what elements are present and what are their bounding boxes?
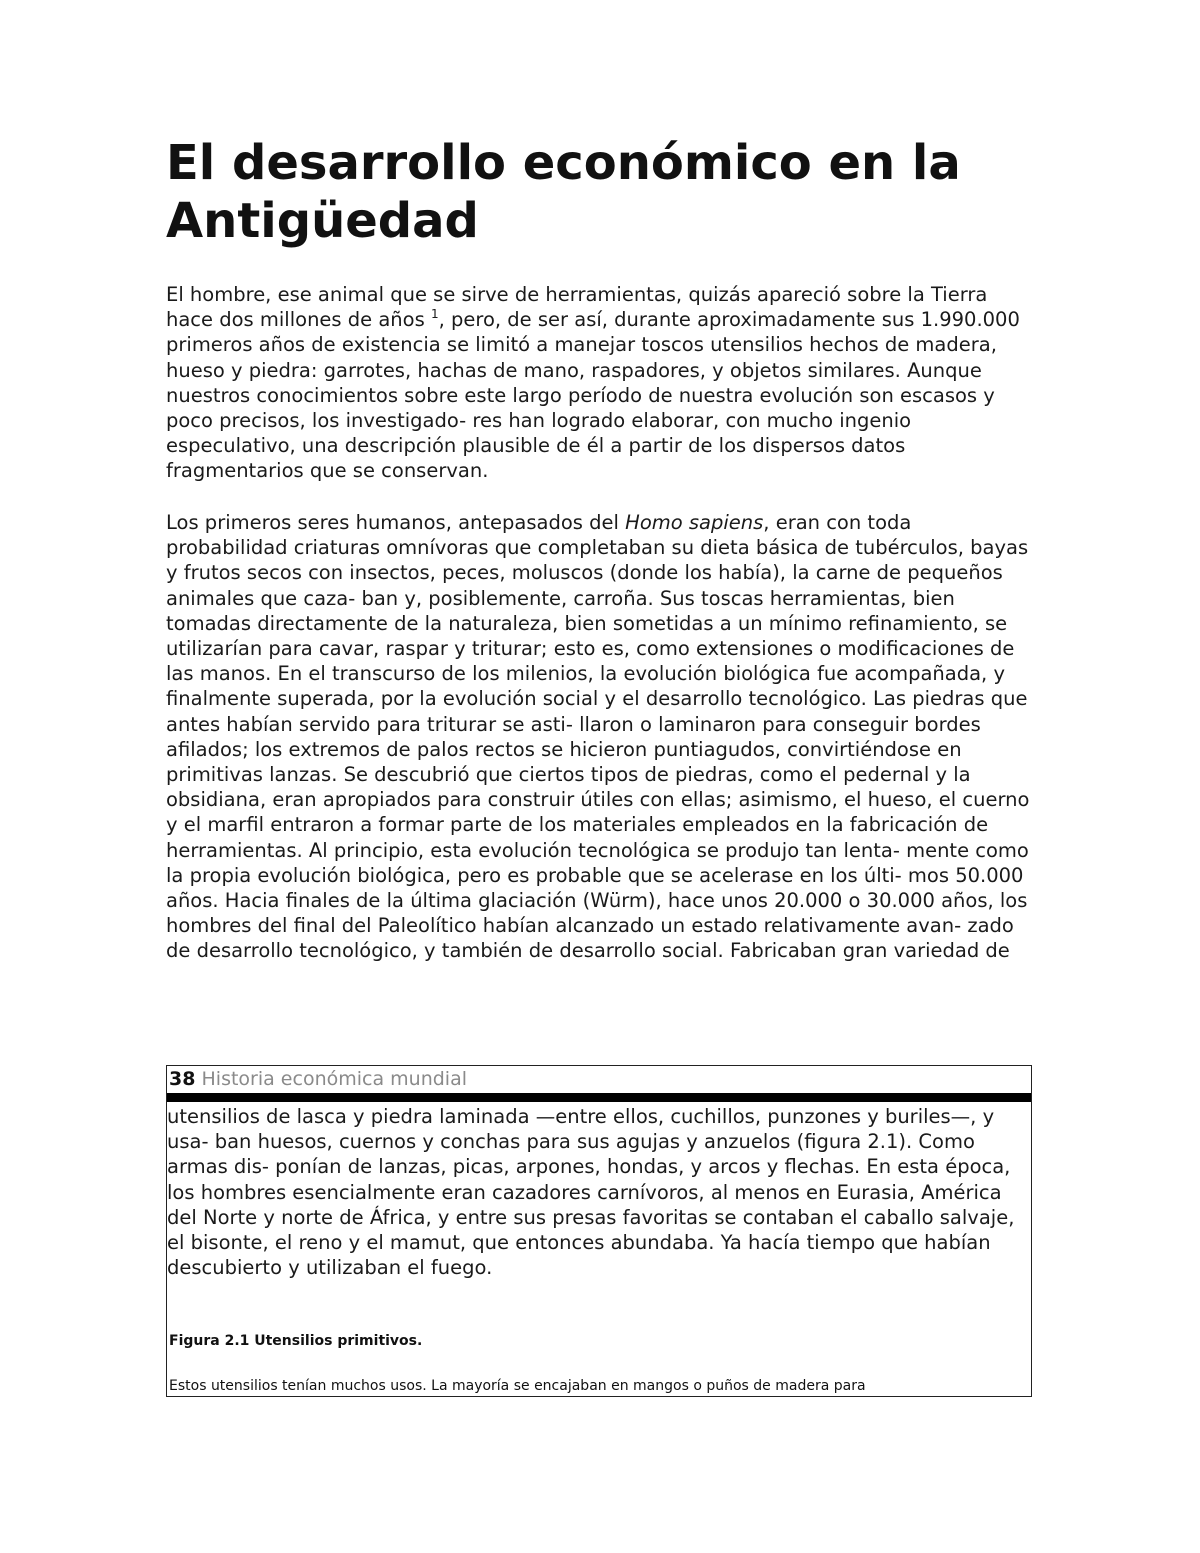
paragraph-2-text-end: , eran con toda probabilidad criaturas omnívoras que completaban su dieta básica de tubérculos, bayas y frutos secos con insectos, peces, moluscos (donde los había), la carne de pequeños animales que caza- ban y, posiblemente, carroña. Sus toscas herramientas, bien tomadas directamente de la naturaleza, bien sometidas a un mínimo refinamiento, se utilizarían para cavar, raspar y triturar; esto es, como extensiones o modificaciones de las manos. En el transcurso de los milenios, la evolución biológica fue acompañada, y finalmente superada, por la evolución social y el desarrollo tecnológico. Las piedras que antes habían servido para triturar se asti- llaron o laminaron para conseguir bordes afilados; los extremos de palos rectos se hicieron puntiagudos, convirtiéndose en primitivas lanzas. Se descubrió que ciertos tipos de piedras, como el pedernal y la obsidiana, eran apropiados para construir útiles con ellas; asimismo, el hueso, el cuerno y el marfil entraron a formar parte de los materiales empleados en la fabricación de herramientas. Al principio, esta evolución tecnológica se produjo tan lenta- mente como la propia evolución biológica, pero es probable que se acelerase en los últi- mos 50.000 años. Hacia finales de la última glaciación (Würm), hace unos 20.000 o 30.000 años, los hombres del final del Paleolítico habían alcanzado un estado relativamente avan- zado de desarrollo tecnológico, y también de desarrollo social. Fabricaban gran variedad de <box>166 511 1030 963</box>
paragraph-2-italic-term: Homo sapiens <box>625 511 764 534</box>
paragraph-1-text-start: El hombre, ese animal que se sirve de herramientas, quizás apareció sobre la Tierra hace dos millones de años <box>166 283 988 332</box>
header-rule <box>167 1093 1031 1102</box>
figure-caption: Figura 2.1 Utensilios primitivos. <box>169 1333 423 1349</box>
paragraph-1-text-end: , pero, de ser así, durante aproximadamente sus 1.990.000 primeros años de existencia se limitó a manejar toscos utensilios hechos de madera, hueso y piedra: garrotes, hachas de mano, raspadores, y objetos similares. Aunque nuestros conocimientos sobre este largo período de nuestra evolución son escasos y poco precisos, los investigado- res han logrado elaborar, con mucho ingenio especulativo, una descripción plausible de él a partir de los dispersos datos fragmentarios que se conservan. <box>166 308 1020 483</box>
figure-note: Estos utensilios tenían muchos usos. La mayoría se encajaban en mangos o puños de madera para <box>169 1378 866 1394</box>
book-title: Historia económica mundial <box>201 1068 468 1090</box>
paragraph-2 <box>166 510 1034 964</box>
page-box <box>166 1065 1032 1397</box>
footnote-reference-1[interactable]: 1 <box>430 307 439 322</box>
paragraph-3: utensilios de lasca y piedra laminada —entre ellos, cuchillos, punzones y buriles—, y usa- ban huesos, cuernos y conchas para sus agujas y anzuelos (figura 2.1). Como armas dis- ponían de lanzas, picas, arpones, hondas, y arcos y flechas. En esta época, los hombres esencialmente eran cazadores carnívoros, al menos en Eurasia, América del Norte y norte de África, y entre sus presas favoritas se contaban el caballo salvaje, el bisonte, el reno y el mamut, que entonces abundaba. Ya hacía tiempo que habían descubierto y utilizaban el fuego. <box>167 1105 1015 1280</box>
page-number: 38 <box>169 1068 196 1090</box>
running-header <box>167 1066 1031 1093</box>
paragraph-1 <box>166 282 1034 484</box>
paragraph-2-text-start: Los primeros seres humanos, antepasados del <box>166 511 626 534</box>
document-title: El desarrollo económico en la Antigüedad <box>166 135 961 249</box>
